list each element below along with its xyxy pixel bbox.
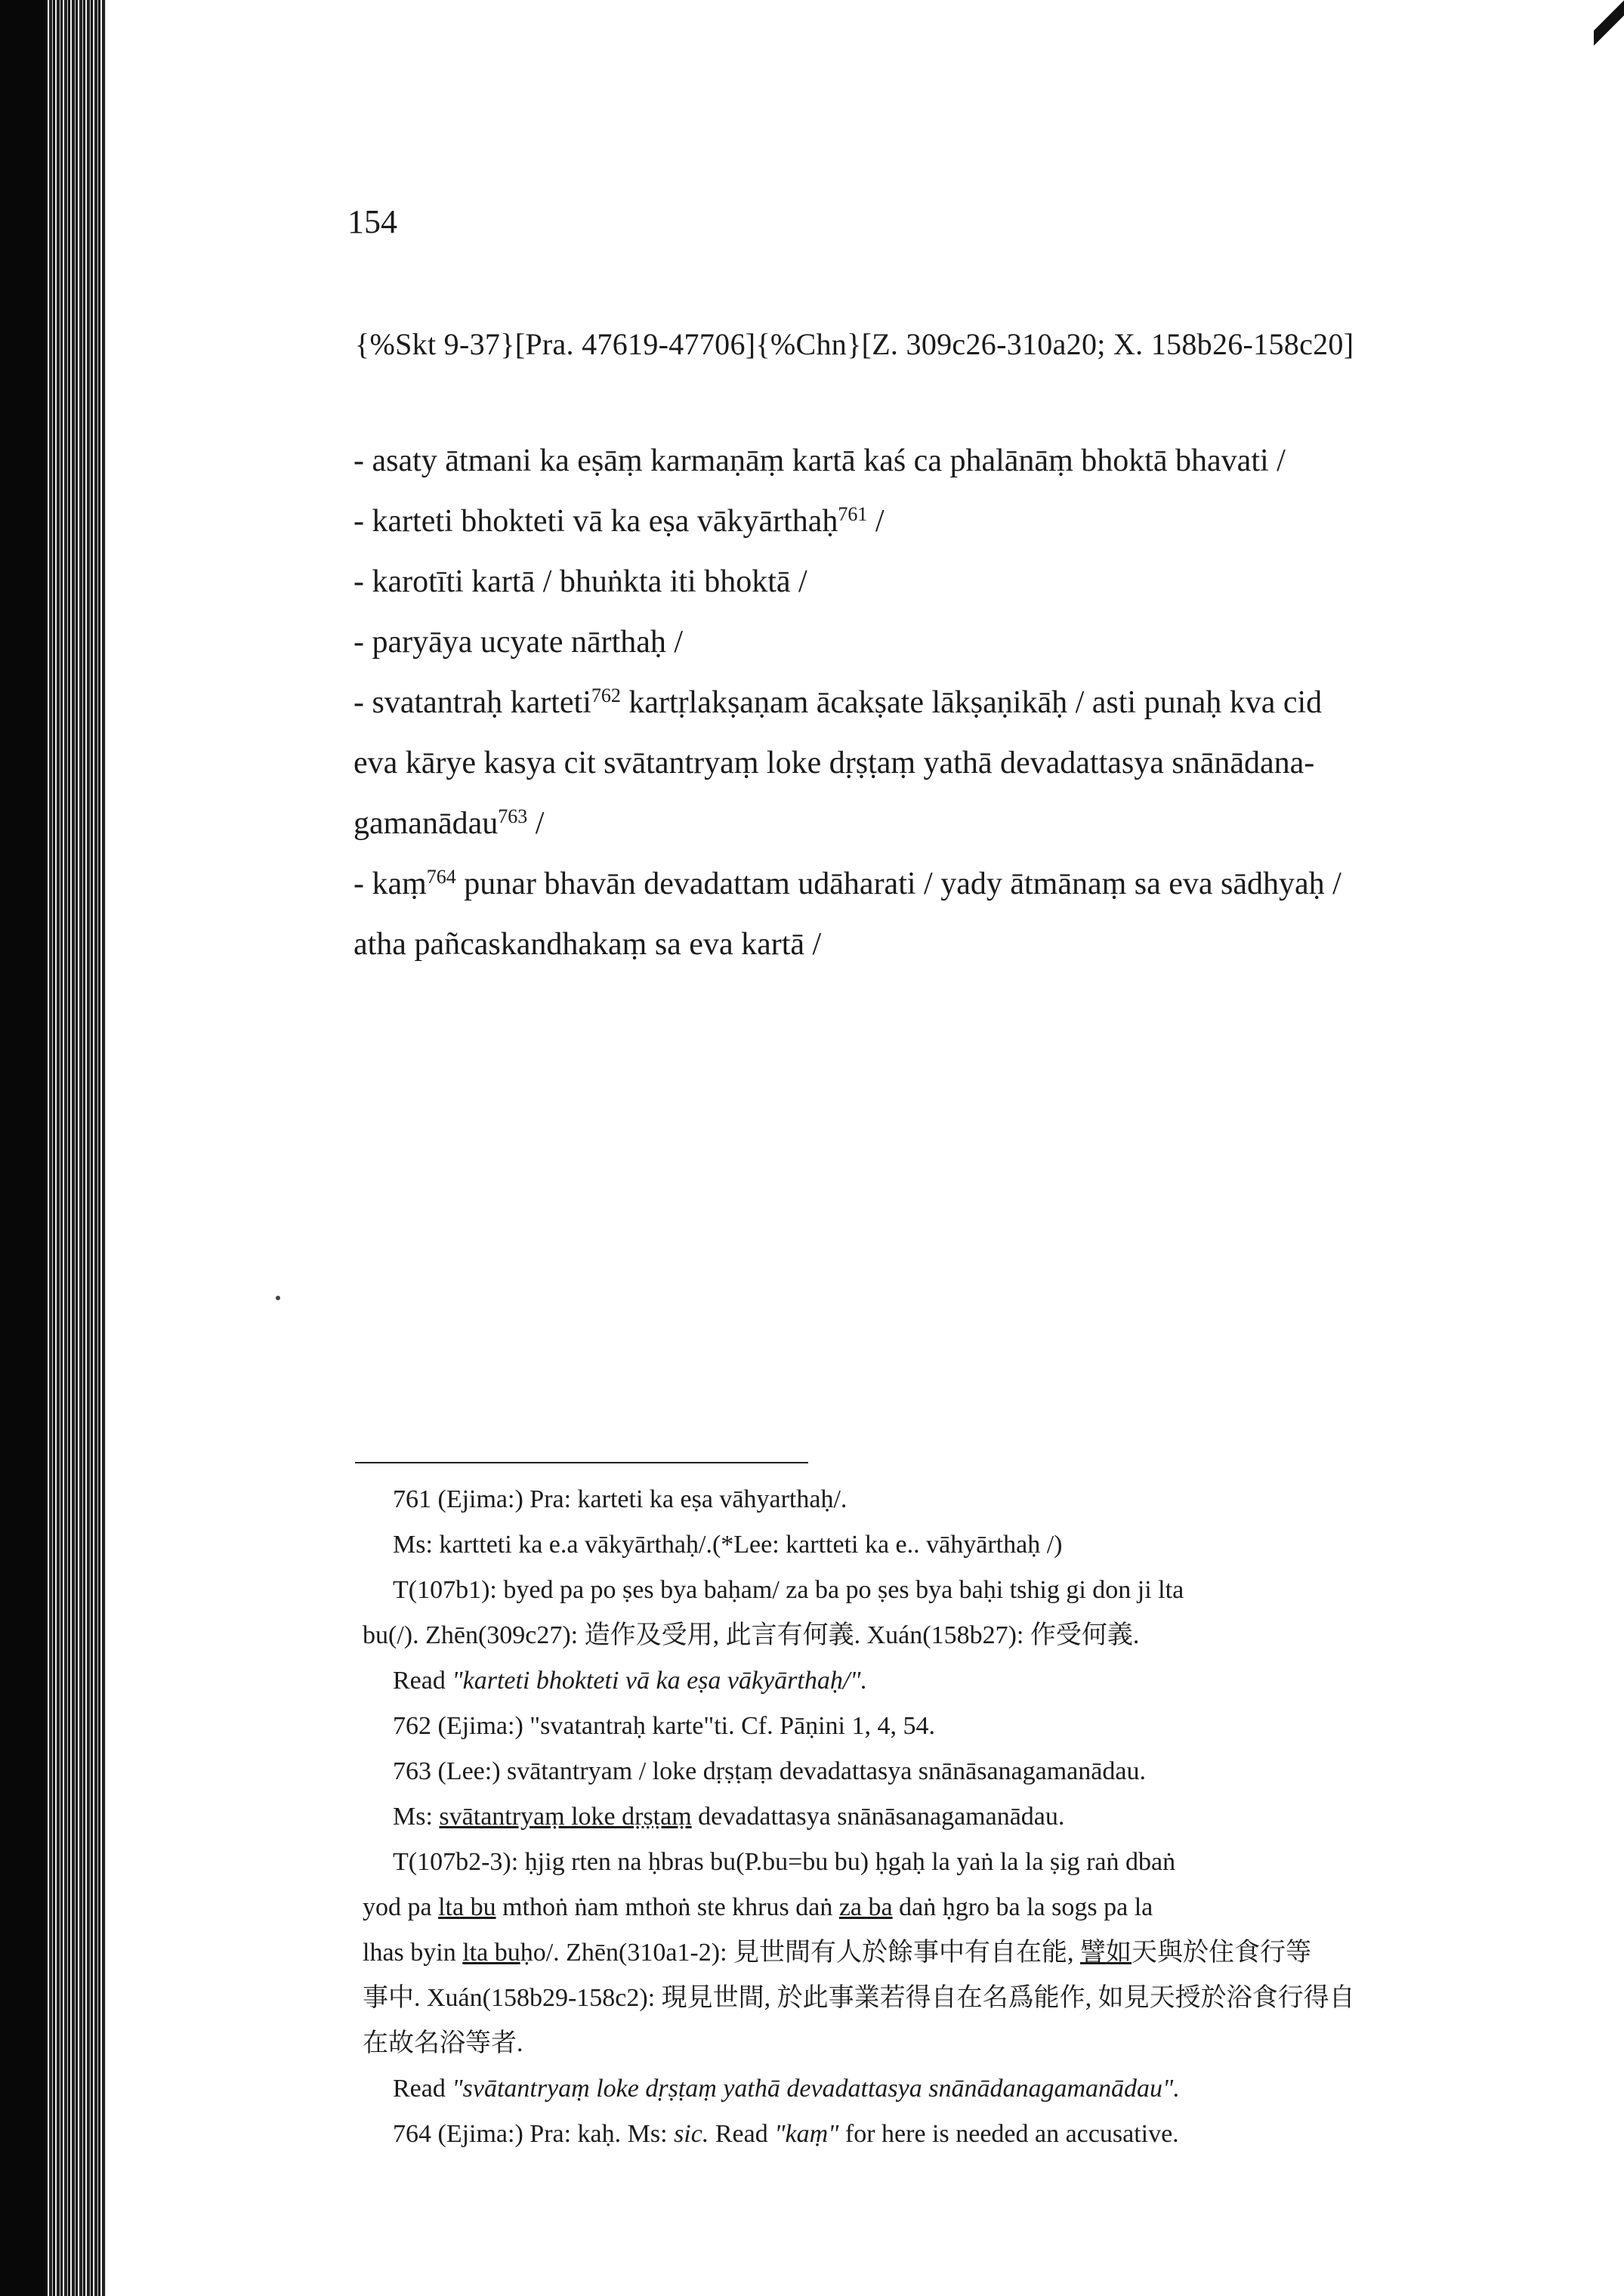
text-line: - kaṃ$^{764}$ punar bhavān devadattam udāharati / yady ātmānaṃ sa eva sādhyaḥ / — [354, 866, 1341, 901]
text-line: - karotīti kartā / bhuṅkta iti bhoktā / — [354, 564, 807, 599]
footnote-ref[interactable]: 764 — [426, 866, 456, 888]
footnote-line: yod pa lta bu mthoṅ ṅam mthoṅ ste khrus daṅ za ba daṅ ḥgro ba la sogs pa la — [363, 1893, 1153, 1921]
footnote-761: 761 (Ejima:) Pra: karteti ka eṣa vāhyarthaḥ/. — [393, 1485, 848, 1513]
footnotes — [363, 1477, 1435, 2157]
page-number: 154 — [347, 203, 397, 240]
footnote-ref[interactable]: 763 — [498, 805, 528, 827]
text-line: - karteti bhokteti vā ka eṣa vākyārthaḥ$^{761}$ / — [354, 503, 885, 539]
footnote-763: 763 (Lee:) svātantryam / loke dṛṣṭaṃ devadattasya snānāsanagamanādau. — [393, 1757, 1146, 1785]
footnote-ref[interactable]: 761 — [838, 503, 868, 525]
footnote-line: lhas byin lta buḥo/. Zhēn(310a1-2): 見世間有人於餘事中有自在能, 譬如天與於住食行等 — [363, 1939, 1312, 1967]
footnote-764: 764 (Ejima:) Pra: kaḥ. Ms: sic. Read "kaṃ" for here is needed an accusative. — [393, 2120, 1179, 2148]
main-text — [354, 431, 1426, 975]
text-line: - paryāya ucyate nārthaḥ / — [354, 625, 684, 660]
footnote-line: Ms: kartteti ka e.a vākyārthaḥ/.(*Lee: kartteti ka e.. vāhyārthaḥ /) — [393, 1531, 1063, 1559]
text-line: atha pañcaskandhakaṃ sa eva kartā / — [354, 927, 822, 962]
footnote-line: Ms: svātantryaṃ loke dṛṣṭaṃ devadattasya snānāsanagamanādau. — [393, 1803, 1065, 1831]
section-header: {%Skt 9-37}[Pra. 47619-47706]{%Chn}[Z. 309c26-310a20; X. 158b26-158c20] — [355, 327, 1354, 361]
footnote-762: 762 (Ejima:) "svatantraḥ karte"ti. Cf. Pāṇini 1, 4, 54. — [393, 1712, 936, 1740]
footnote-line: bu(/). Zhēn(309c27): 造作及受用, 此言有何義. Xuán(158b27): 作受何義. — [363, 1621, 1140, 1649]
text-line: - asaty ātmani ka eṣāṃ karmaṇāṃ kartā kaś ca phalānāṃ bhoktā bhavati / — [354, 443, 1286, 478]
footnote-line: 事中. Xuán(158b29-158c2): 現見世間, 於此事業若得自在名爲能作, 如見天授於浴食行得自 — [363, 1984, 1355, 2012]
text-line: gamanādau$^{763}$ / — [354, 805, 545, 841]
text-line: eva kārye kasya cit svātantryaṃ loke dṛṣṭaṃ yathā devadattasya snānādana- — [354, 746, 1315, 780]
footnote-line: T(107b1): byed pa po ṣes bya baḥam/ za ba po ṣes bya baḥi tshig gi don ji lta — [393, 1576, 1184, 1604]
binding-edge — [0, 0, 45, 2296]
footnote-ref[interactable]: 762 — [591, 684, 621, 706]
footnote-line: T(107b2-3): ḥjig rten na ḥbras bu(P.bu=bu bu) ḥgaḥ la yaṅ la la ṣig raṅ dbaṅ — [393, 1848, 1176, 1876]
footnote-line: 在故名浴等者. — [363, 2029, 523, 2057]
footnote-line: Read "svātantryaṃ loke dṛṣṭaṃ yathā devadattasya snānādanagamanādau". — [393, 2075, 1180, 2103]
scan-speck — [276, 1296, 280, 1300]
scan-corner-mark — [1594, 0, 1624, 45]
footnote-line: Read "karteti bhokteti vā ka eṣa vākyārthaḥ/". — [393, 1667, 868, 1695]
footnote-separator — [355, 1462, 808, 1463]
text-line: - svatantraḥ karteti$^{762}$ kartṛlakṣaṇam ācakṣate lākṣaṇikāḥ / asti punaḥ kva cid — [354, 684, 1323, 720]
